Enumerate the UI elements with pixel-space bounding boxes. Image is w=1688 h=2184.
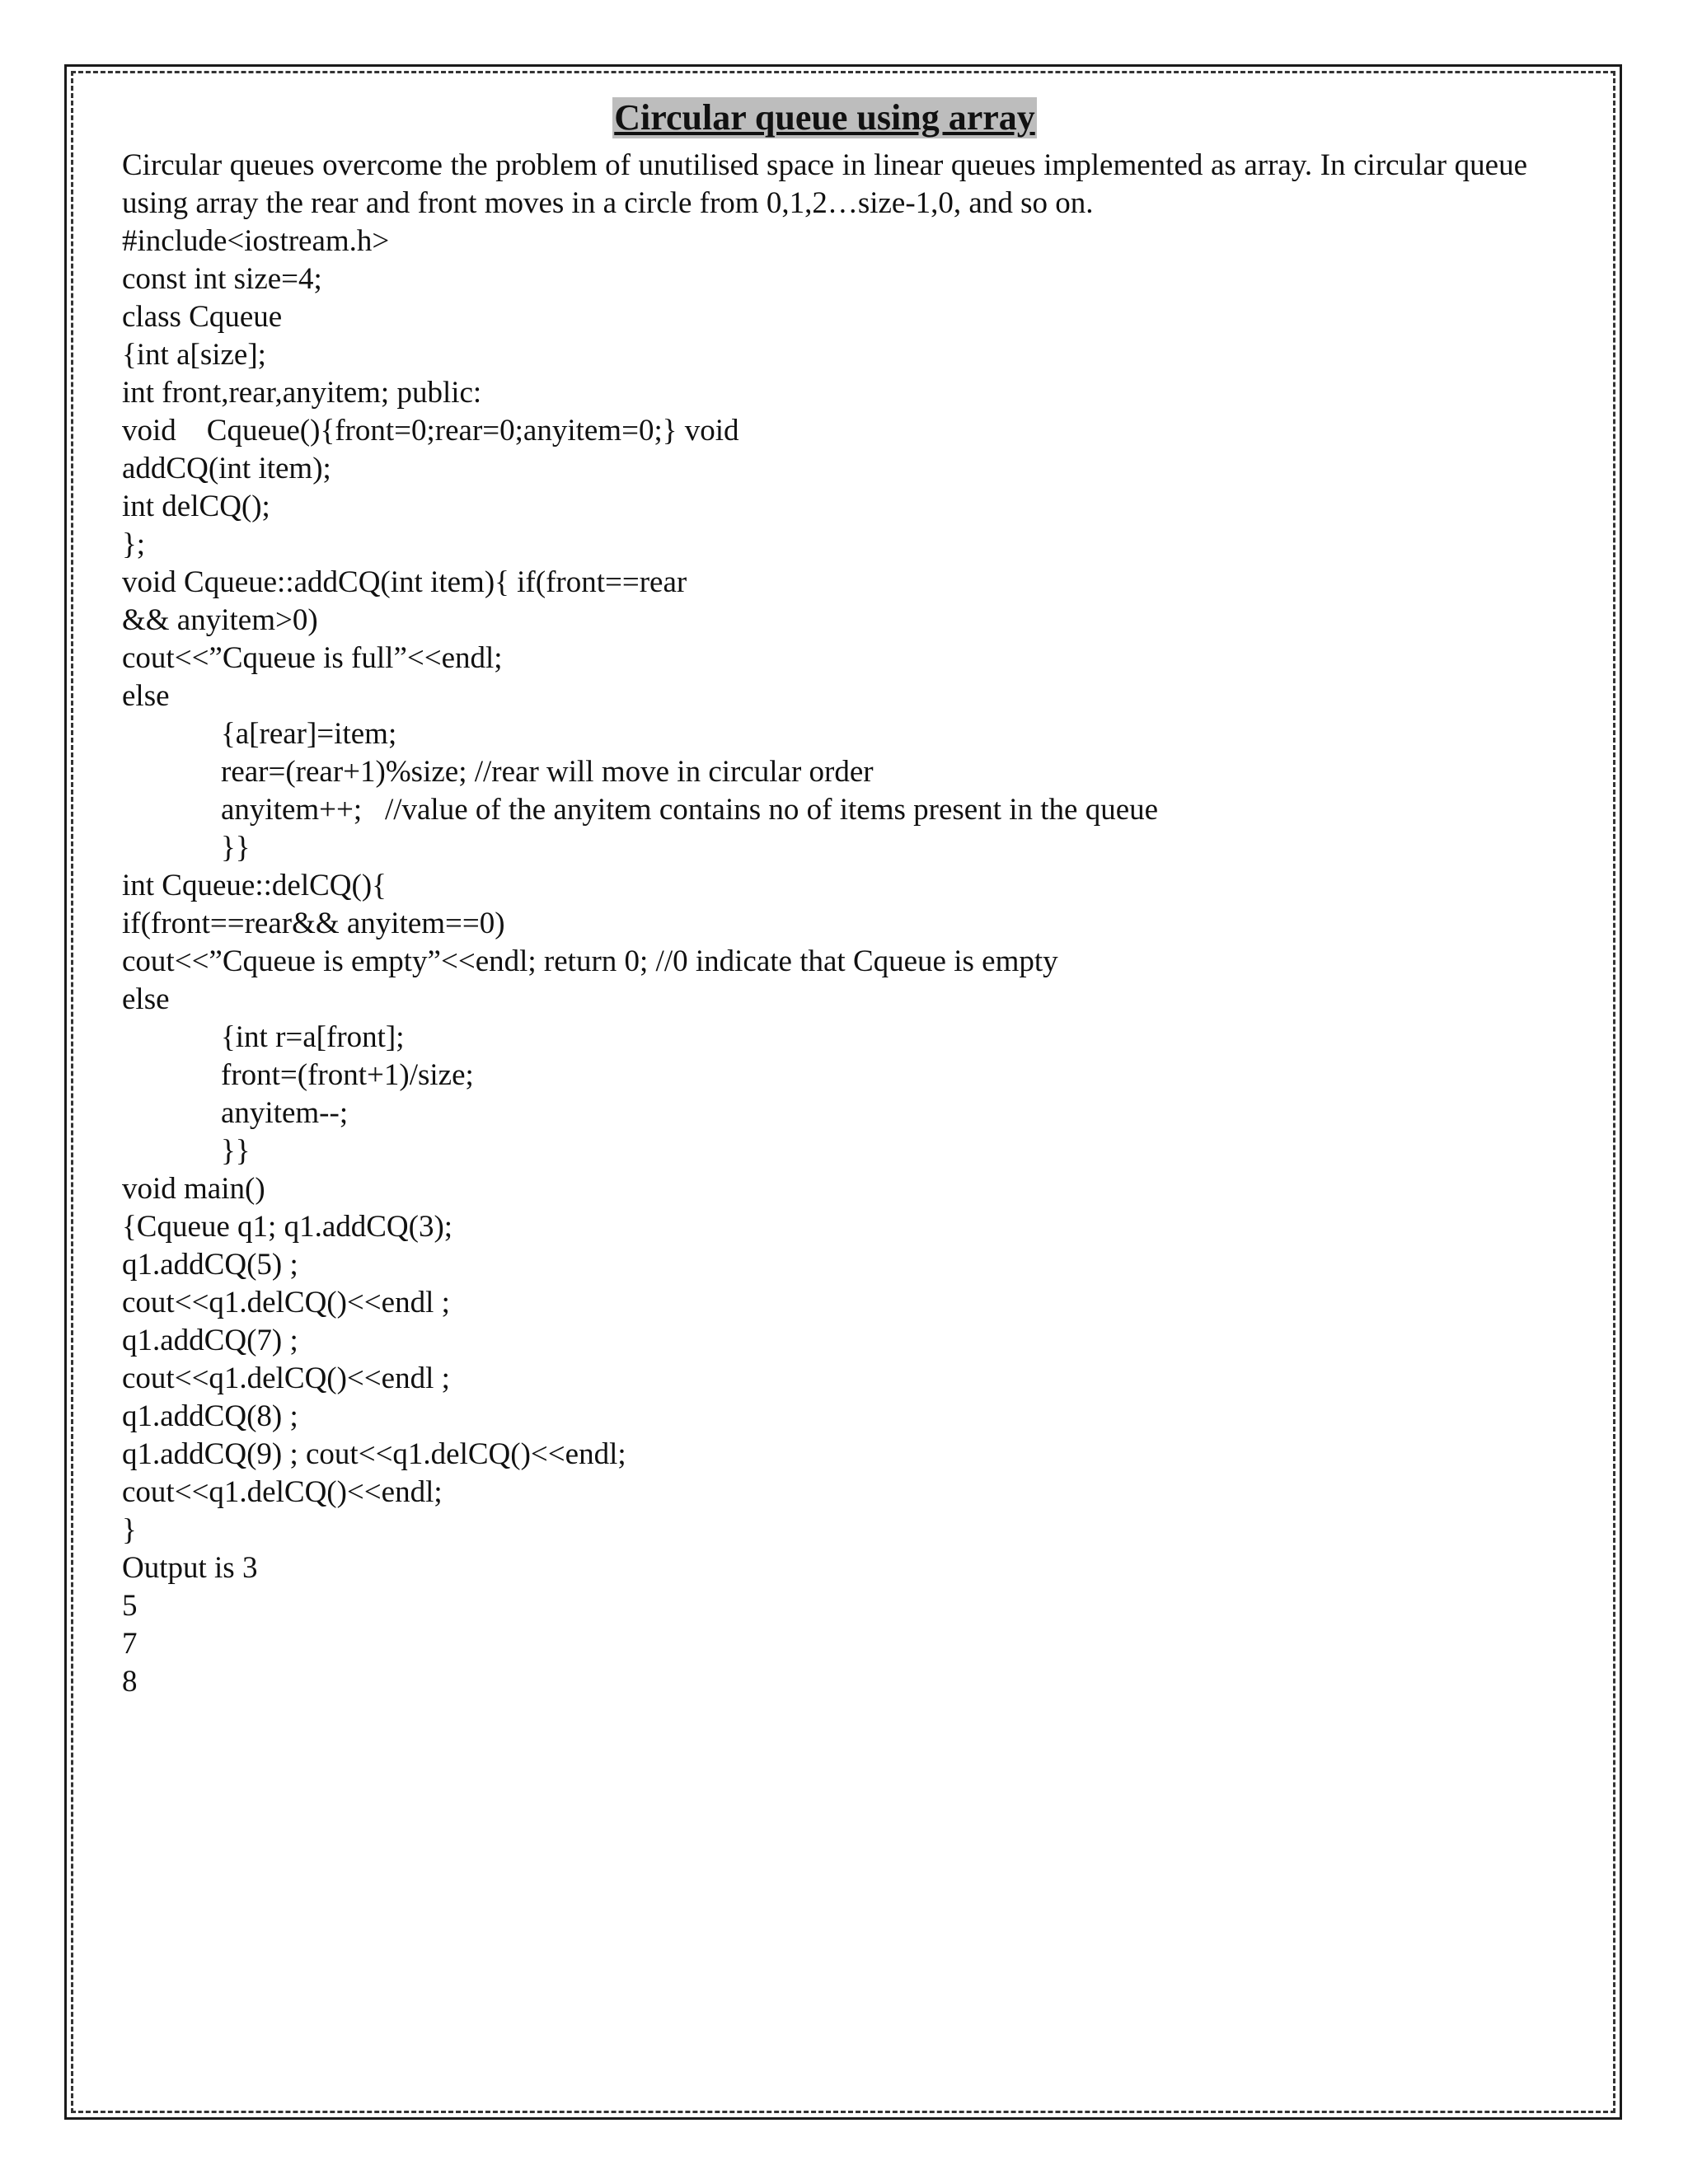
output-line: 5 <box>122 1589 138 1623</box>
code-line: rear=(rear+1)%size; //rear will move in circular order <box>221 755 874 789</box>
output-line: 7 <box>122 1627 138 1661</box>
code-line: {a[rear]=item; <box>221 717 397 751</box>
code-line: else <box>122 982 170 1016</box>
code-line: }} <box>221 1134 251 1168</box>
code-line: else <box>122 679 170 713</box>
code-line: anyitem++; //value of the anyitem contains no of items present in the queue <box>221 793 1159 827</box>
code-line: void Cqueue::addCQ(int item){ if(front==rear <box>122 565 687 599</box>
title-wrap <box>122 97 1527 142</box>
code-line: }} <box>221 831 251 865</box>
code-line: } <box>122 1513 137 1547</box>
intro-paragraph: Circular queues overcome the problem of unutilised space in linear queues implemented as array. In circular queue using array the rear and front moves in a circle from 0,1,2…size-1,0, and so on. <box>122 148 1527 220</box>
code-line: }; <box>122 527 146 561</box>
code-line: cout<<q1.delCQ()<<endl; <box>122 1475 443 1509</box>
code-line: q1.addCQ(9) ; cout<<q1.delCQ()<<endl; <box>122 1437 626 1471</box>
code-line: && anyitem>0) <box>122 603 318 637</box>
code-line: void main() <box>122 1172 265 1206</box>
code-line: cout<<”Cqueue is full”<<endl; <box>122 641 503 675</box>
code-line: int front,rear,anyitem; public: <box>122 376 482 410</box>
code-line: int Cqueue::delCQ(){ <box>122 869 387 902</box>
document-title: Circular queue using array <box>614 97 1035 138</box>
code-line: if(front==rear&& anyitem==0) <box>122 907 505 940</box>
code-line: addCQ(int item); <box>122 452 331 485</box>
code-line: {Cqueue q1; q1.addCQ(3); <box>122 1210 453 1244</box>
code-line: anyitem--; <box>221 1096 349 1130</box>
code-line: {int r=a[front]; <box>221 1020 405 1054</box>
code-line: cout<<q1.delCQ()<<endl ; <box>122 1361 450 1395</box>
code-line: front=(front+1)/size; <box>221 1058 474 1092</box>
code-line: class Cqueue <box>122 300 283 334</box>
code-line: cout<<”Cqueue is empty”<<endl; return 0; //0 indicate that Cqueue is empty <box>122 944 1058 978</box>
output-line: 8 <box>122 1665 138 1699</box>
code-line: q1.addCQ(8) ; <box>122 1399 298 1433</box>
code-line: const int size=4; <box>122 262 322 296</box>
code-line: q1.addCQ(5) ; <box>122 1248 298 1282</box>
code-line: cout<<q1.delCQ()<<endl ; <box>122 1286 450 1319</box>
code-line: q1.addCQ(7) ; <box>122 1324 298 1357</box>
code-line: #include<iostream.h> <box>122 224 390 258</box>
code-line: int delCQ(); <box>122 490 270 523</box>
document-content <box>122 97 1527 1701</box>
code-line: {int a[size]; <box>122 338 266 372</box>
output-line: Output is 3 <box>122 1551 258 1585</box>
program-output <box>122 1549 1527 1701</box>
code-line: void Cqueue(){front=0;rear=0;anyitem=0;} void <box>122 414 739 448</box>
code-listing <box>122 223 1527 1549</box>
